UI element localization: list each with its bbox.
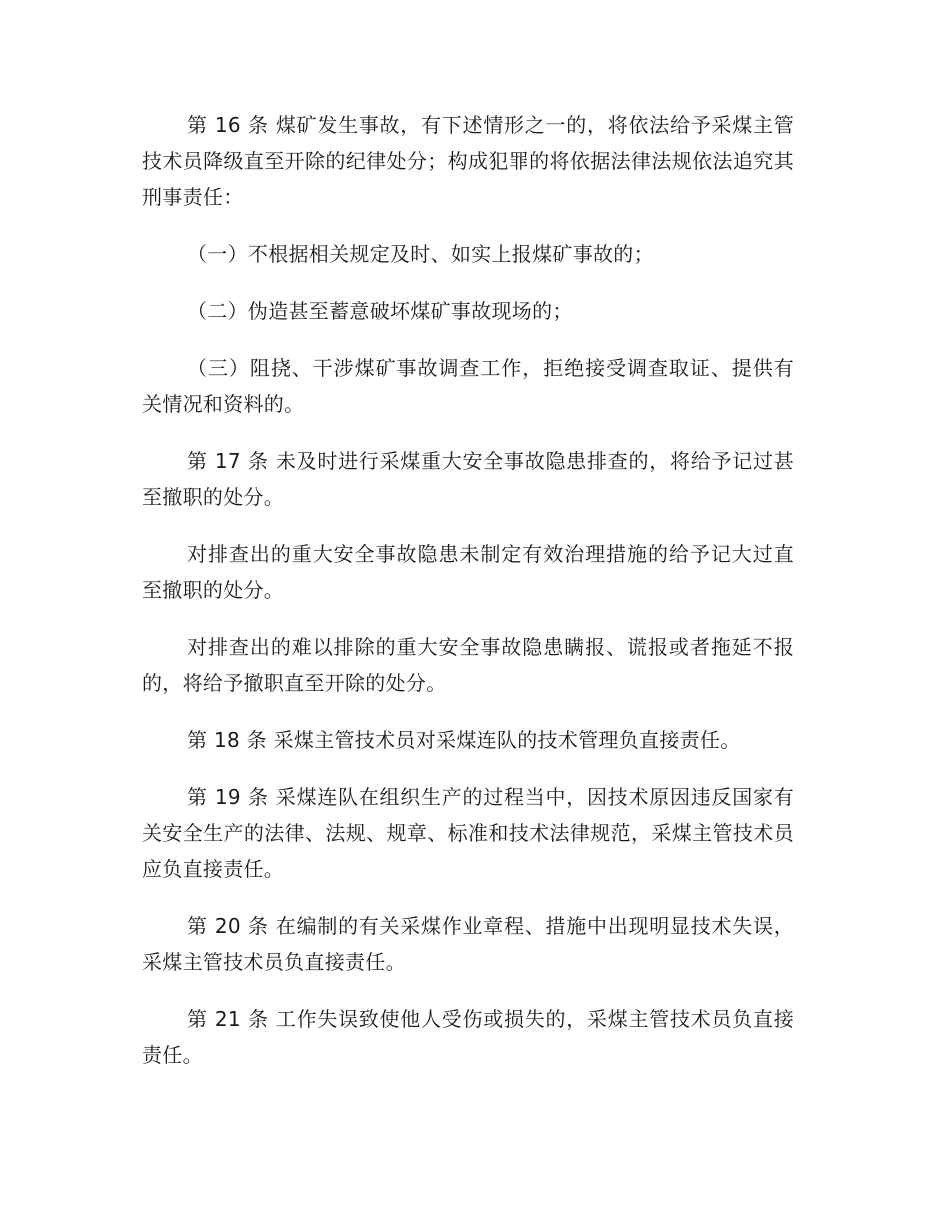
article-16-paragraph: 第 16 条 煤矿发生事故，有下述情形之一的，将依法给予采煤主管技术员降级直至开除的纪律处分；构成犯罪的将依据法律法规依法追究其刑事责任： xyxy=(142,113,794,209)
article-16-item-2: （二）伪造甚至蓄意破坏煤矿事故现场的； xyxy=(187,299,573,323)
article-17-paragraph: 第 17 条 未及时进行采煤重大安全事故隐患排查的，将给予记过甚至撤职的处分。 xyxy=(142,449,794,509)
article-17-clause-2: 对排查出的重大安全事故隐患未制定有效治理措施的给予记大过直至撤职的处分。 xyxy=(142,542,794,602)
article-19-paragraph: 第 19 条 采煤连队在组织生产的过程当中，因技术原因违反国家有关安全生产的法律、法规、规章、标准和技术法律规范，采煤主管技术员应负直接责任。 xyxy=(142,785,794,881)
article-21-paragraph: 第 21 条 工作失误致使他人受伤或损失的，采煤主管技术员负直接责任。 xyxy=(142,1007,794,1067)
article-17-clause-3: 对排查出的难以排除的重大安全事故隐患瞒报、谎报或者拖延不报的，将给予撤职直至开除的处分。 xyxy=(142,635,794,695)
article-20-paragraph: 第 20 条 在编制的有关采煤作业章程、措施中出现明显技术失误，采煤主管技术员负直接责任。 xyxy=(142,914,794,974)
article-16-item-3: （三）阻挠、干涉煤矿事故调查工作，拒绝接受调查取证、提供有关情况和资料的。 xyxy=(142,356,794,416)
document-page xyxy=(142,107,794,1094)
article-16-item-1: （一）不根据相关规定及时、如实上报煤矿事故的； xyxy=(187,242,654,266)
article-18-paragraph: 第 18 条 采煤主管技术员对采煤连队的技术管理负直接责任。 xyxy=(187,728,741,752)
